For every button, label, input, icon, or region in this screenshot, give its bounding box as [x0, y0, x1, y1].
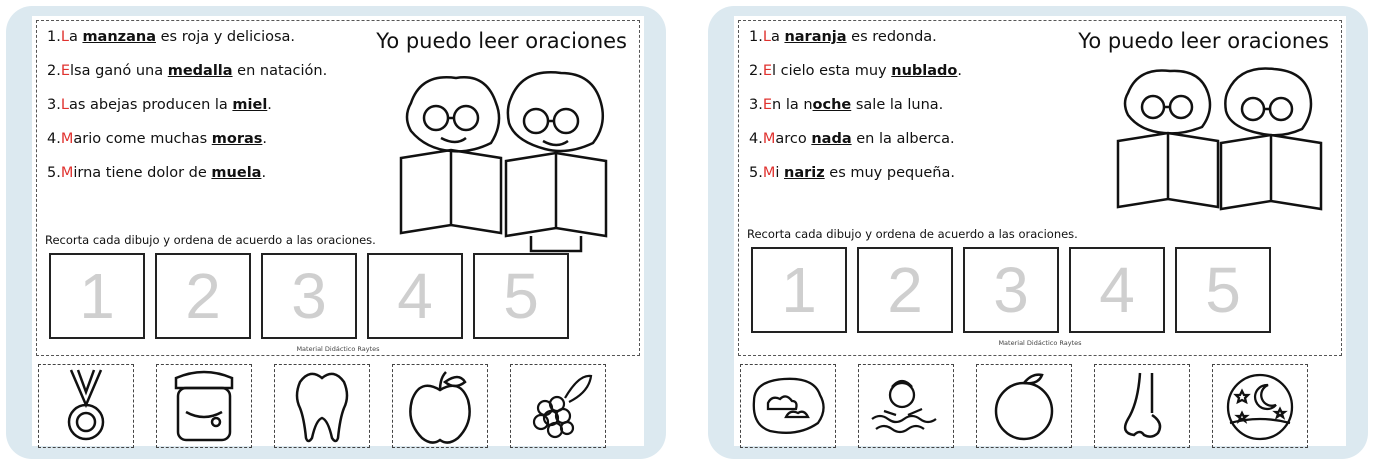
number-box-5[interactable]: 5 [473, 253, 569, 339]
number-box-3[interactable]: 3 [261, 253, 357, 339]
instruction-text: Recorta cada dibujo y ordena de acuerdo a las oraciones. [45, 233, 376, 247]
worksheet-frame [738, 20, 1342, 356]
credit-text: Material Didáctico Raytes [296, 345, 380, 353]
number-box-4[interactable]: 4 [367, 253, 463, 339]
honey-jar-icon [168, 368, 240, 444]
cutout-orange[interactable] [976, 364, 1072, 448]
cutout-pictures [38, 364, 606, 448]
reading-children-illustration [381, 63, 631, 253]
night-moon-icon [1220, 369, 1300, 443]
sentence-5: 5.Mirna tiene dolor de muela. [47, 165, 267, 181]
apple-icon [405, 368, 475, 444]
instruction-text: Recorta cada dibujo y ordena de acuerdo a las oraciones. [747, 227, 1078, 241]
number-box-4[interactable]: 4 [1069, 247, 1165, 333]
blackberry-icon [521, 368, 595, 444]
number-box-5[interactable]: 5 [1175, 247, 1271, 333]
sentence-3: 3.Las abejas producen la miel. [47, 97, 272, 113]
sentence-4: 4.Marco nada en la alberca. [749, 131, 955, 147]
sentence-2: 2.Elsa ganó una medalla en natación. [47, 63, 328, 79]
worksheet-page [734, 16, 1346, 446]
number-box-1[interactable]: 1 [751, 247, 847, 333]
number-box-1[interactable]: 1 [49, 253, 145, 339]
reading-children-illustration [1103, 63, 1333, 213]
worksheet-title: Yo puedo leer oraciones [1078, 29, 1329, 53]
cutout-night-moon[interactable] [1212, 364, 1308, 448]
sentence-3: 3.En la noche sale la luna. [749, 97, 944, 113]
cutout-blackberry[interactable] [510, 364, 606, 448]
cutout-medal[interactable] [38, 364, 134, 448]
sentence-2: 2.El cielo esta muy nublado. [749, 63, 962, 79]
sentence-5: 5.Mi nariz es muy pequeña. [749, 165, 955, 181]
cutout-clouds[interactable] [740, 364, 836, 448]
cutout-nose[interactable] [1094, 364, 1190, 448]
sentence-4: 4.Mario come muchas moras. [47, 131, 267, 147]
cutout-pictures [740, 364, 1308, 448]
clouds-icon [748, 371, 828, 441]
credit-text: Material Didáctico Raytes [998, 339, 1082, 347]
number-box-2[interactable]: 2 [155, 253, 251, 339]
cutout-apple[interactable] [392, 364, 488, 448]
worksheet-title: Yo puedo leer oraciones [376, 29, 627, 53]
orange-icon [989, 369, 1059, 443]
sentence-1: 1.La naranja es redonda. [749, 29, 937, 45]
worksheet-page [32, 16, 644, 446]
worksheet-frame [36, 20, 640, 356]
cutout-tooth[interactable] [274, 364, 370, 448]
nose-icon [1112, 369, 1172, 443]
left-worksheet-panel [6, 6, 666, 459]
tooth-icon [290, 368, 354, 444]
number-boxes [751, 247, 1271, 333]
sentence-1: 1.La manzana es roja y deliciosa. [47, 29, 296, 45]
medal-icon [56, 368, 116, 444]
number-box-3[interactable]: 3 [963, 247, 1059, 333]
right-worksheet-panel [708, 6, 1368, 459]
number-boxes [49, 253, 569, 339]
cutout-swimming-kid[interactable] [858, 364, 954, 448]
number-box-2[interactable]: 2 [857, 247, 953, 333]
swimming-kid-icon [866, 371, 946, 441]
cutout-honey-jar[interactable] [156, 364, 252, 448]
